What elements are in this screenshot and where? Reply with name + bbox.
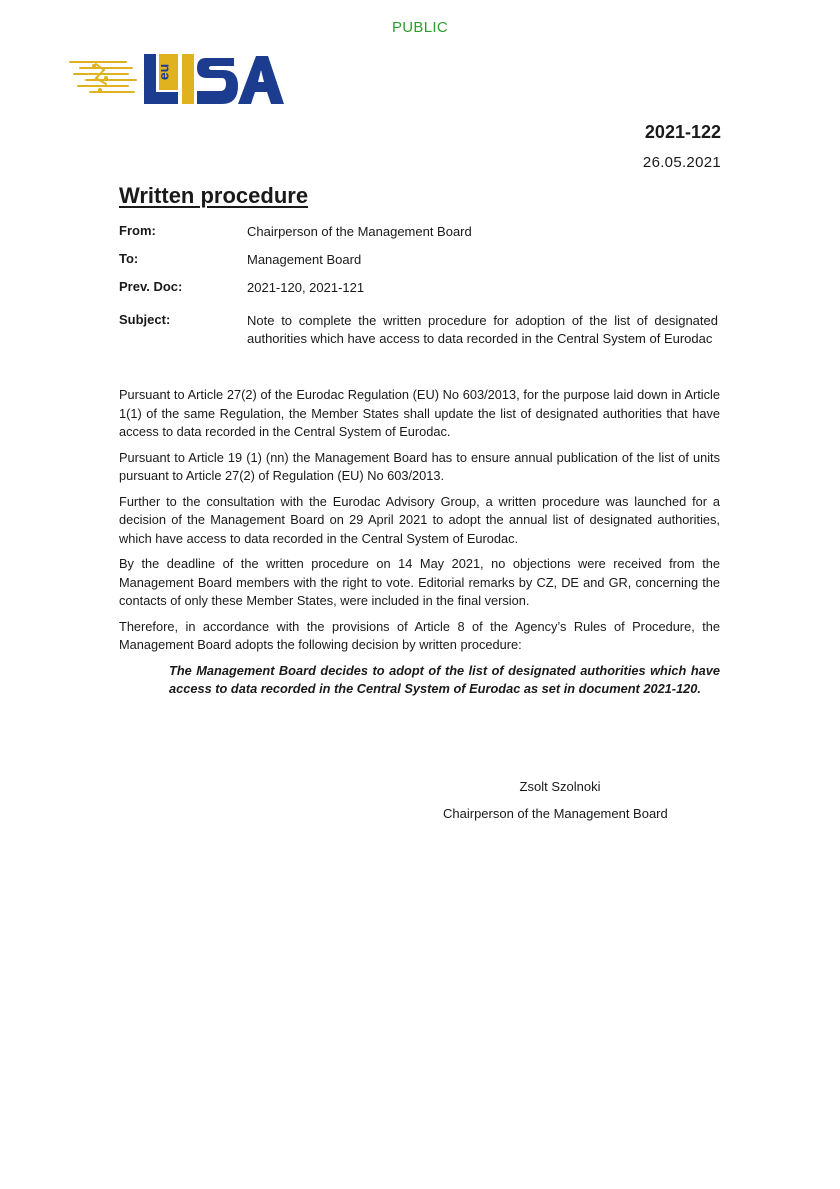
subject-value: Note to complete the written procedure for adoption of the list of designated authorities which have access to data recorded in the Central System of Eurodac bbox=[247, 313, 718, 346]
body-paragraph-1: Pursuant to Article 27(2) of the Eurodac Regulation (EU) No 603/2013, for the purpose laid down in Article 1(1) of the same Regulation, the Member States shall update the list of designated authorities that have access to data recorded in the Central System of Eurodac. bbox=[119, 387, 720, 439]
body-paragraph-3: Further to the consultation with the Eurodac Advisory Group, a written procedure was launched for a decision of the Management Board on 29 April 2021 to adopt the annual list of designated authorities, which have access to data recorded in the Central System of Eurodac. bbox=[119, 493, 720, 546]
document-body bbox=[119, 386, 720, 699]
signatory-title: Chairperson of the Management Board bbox=[443, 806, 668, 821]
document-title: Written procedure bbox=[119, 183, 309, 208]
from-value: Chairperson of the Management Board bbox=[247, 224, 472, 239]
document-number: 2021-122 bbox=[644, 122, 721, 142]
from-label: From: bbox=[119, 223, 156, 238]
prev-doc-value: 2021-120, 2021-121 bbox=[247, 280, 365, 295]
eu-lisa-logo bbox=[66, 50, 286, 108]
signatory-name: Zsolt Szolnoki bbox=[519, 779, 601, 794]
subject-label: Subject: bbox=[119, 312, 171, 327]
to-label: To: bbox=[119, 251, 139, 266]
prev-doc-label: Prev. Doc: bbox=[119, 279, 183, 294]
svg-text:eu: eu bbox=[155, 63, 172, 81]
classification-label: PUBLIC bbox=[392, 19, 448, 36]
body-paragraph-4: By the deadline of the written procedure on 14 May 2021, no objections were received from the Management Board members with the right to vote. Editorial remarks by CZ, DE and GR, concerning the contacts of only these Member States, were included in the final version. bbox=[119, 556, 720, 608]
to-value: Management Board bbox=[247, 252, 362, 267]
body-paragraph-2: Pursuant to Article 19 (1) (nn) the Management Board has to ensure annual publication of the list of units pursuant to Article 27(2) of Regulation (EU) No 603/2013. bbox=[119, 449, 720, 483]
decision-text: The Management Board decides to adopt of the list of designated authorities which have access to data recorded in the Central System of Eurodac as set in document 2021-120. bbox=[169, 662, 720, 696]
document-date: 26.05.2021 bbox=[642, 154, 721, 171]
body-paragraph-5: Therefore, in accordance with the provisions of Article 8 of the Agency’s Rules of Procedure, the Management Board adopts the following decision by written procedure: bbox=[119, 618, 720, 652]
